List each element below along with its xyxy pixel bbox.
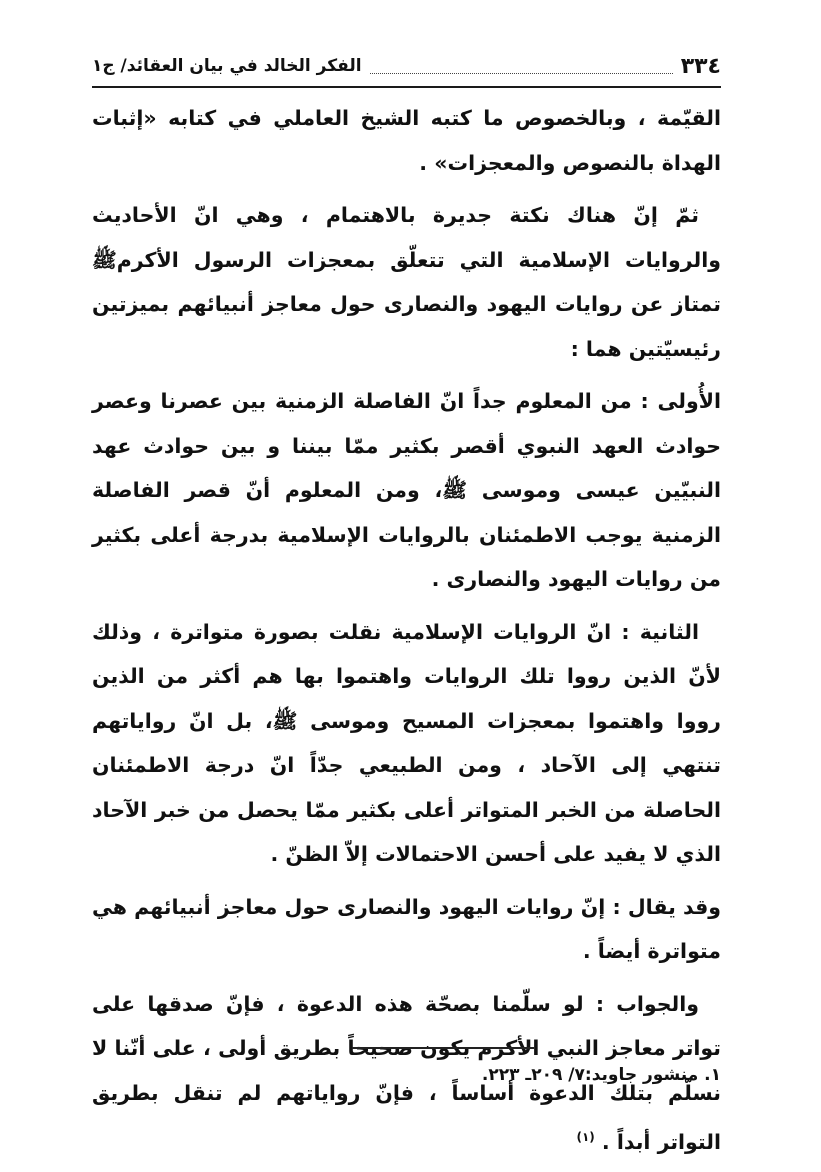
paragraph-text: القيّمة ، وبالخصوص ما كتبه الشيخ العاملي في كتابه «إثبات الهداة بالنصوص والمعجزات» . bbox=[92, 106, 721, 175]
footnote-marker: (١) bbox=[576, 1130, 595, 1144]
paragraph-lead: والجواب : bbox=[595, 991, 699, 1016]
paragraph-text: ثمّ إنّ هناك نكتة جديرة بالاهتمام ، وهي انّ الأحاديث والروايات الإسلامية التي تتعلّق بمعجزات الرسول الأكرمﷺ تمتاز عن روايات اليهود والنصارى حول معاجز أنبيائهم بميزتين رئيسيّتين هما : bbox=[92, 203, 721, 361]
paragraph-two-features bbox=[92, 193, 721, 371]
page-header bbox=[92, 46, 721, 88]
paragraph-text: من المعلوم جداً انّ الفاصلة الزمنية بين عصرنا وعصر حوادث العهد النبوي أقصر بكثير ممّا بيننا و بين حوادث عهد النبيّين عيسى وموسى ﷺ، ومن المعلوم أنّ قصر الفاصلة الزمنية يوجب الاطمئنان بالروايات الإسلامية بدرجة أعلى بكثير من روايات اليهود والنصارى . bbox=[92, 389, 721, 591]
footnote: ١. منشور جاويد:٧/ ٢٠٩ـ ٢٢٣. bbox=[481, 1065, 721, 1085]
paragraph-objection bbox=[92, 885, 721, 974]
paragraph-lead: الثانية : bbox=[621, 619, 700, 644]
footnote-separator bbox=[352, 1047, 534, 1049]
page-number: ٣٣٤ bbox=[680, 53, 721, 79]
paragraph-text: لو سلّمنا بصحّة هذه الدعوة ، فإنّ صدقها على تواتر معاجز النبي الأكرم يكون صحيحاً بطريق أولى ، على أنّنا لا نسلّم بتلك الدعوة أساساً ، فإنّ رواياتهم لم تنقل بطريق التواتر أبداً . bbox=[92, 991, 721, 1154]
running-title: الفكر الخالد في بيان العقائد/ ج١ bbox=[92, 56, 362, 76]
body-text bbox=[92, 96, 721, 1172]
paragraph-second-feature bbox=[92, 610, 721, 877]
paragraph-text: انّ الروايات الإسلامية نقلت بصورة متواترة ، وذلك لأنّ الذين رووا تلك الروايات واهتموا بها هم أكثر من الذين رووا واهتموا بمعجزات المسيح وموسى ﷺ، بل انّ رواياتهم تنتهي إلى الآحاد ، ومن الطبيعي جدّاً انّ درجة الاطمئنان الحاصلة من الخبر المتواتر أعلى بكثير ممّا يحصل من خبر الآحاد الذي لا يفيد على أحسن الاحتمالات إلاّ الظنّ . bbox=[92, 619, 721, 866]
paragraph-lead: وقد يقال : bbox=[612, 894, 722, 919]
paragraph-lead: الأُولى : bbox=[640, 389, 721, 413]
paragraph-intro bbox=[92, 96, 721, 185]
paragraph-first-feature bbox=[92, 379, 721, 602]
paragraph-text: إنّ روايات اليهود والنصارى حول معاجز أنبيائهم هي متواترة أيضاً . bbox=[92, 894, 721, 963]
header-dot-leader bbox=[370, 59, 673, 74]
